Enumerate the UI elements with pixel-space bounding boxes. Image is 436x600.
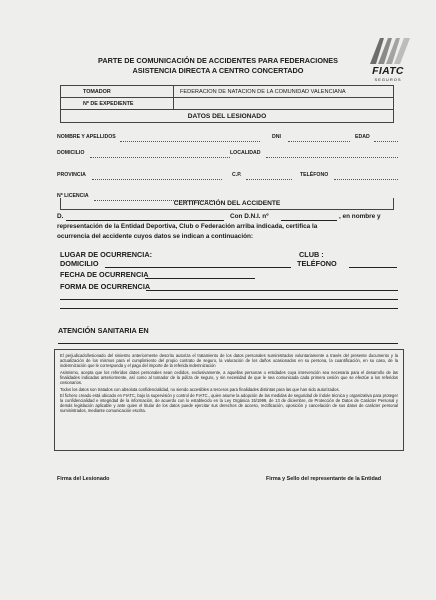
- cp-label: C.P.: [232, 172, 242, 178]
- licencia-label: Nº LICENCIA: [57, 193, 89, 199]
- lesionado-heading: DATOS DEL LESIONADO: [187, 113, 267, 120]
- edad-label: EDAD: [355, 134, 370, 140]
- legal-p3: Todos los datos son tratados con absoluta confidencialidad, no siendo accesibles a terceros para finalidades distintas para las que han sido autorizados.: [60, 386, 340, 392]
- form-title-line2: ASISTENCIA DIRECTA A CENTRO CONCERTADO: [132, 66, 304, 75]
- cert-domicilio-field[interactable]: [105, 267, 291, 268]
- logo-sub: SEGUROS: [374, 77, 402, 82]
- cert-line3: ocurrencia del accidente cuyos datos se indican a continuación:: [57, 233, 254, 240]
- cert-name-field[interactable]: [66, 220, 224, 221]
- expediente-label: Nº DE EXPEDIENTE: [83, 101, 134, 107]
- forma-field-line2[interactable]: [60, 299, 398, 300]
- cert-line2: representación de la Entidad Deportiva, Club o Federación arriba indicada, certifica la: [57, 223, 318, 230]
- provincia-field[interactable]: [92, 179, 222, 180]
- legal-text: [60, 353, 398, 415]
- certificacion-heading: CERTIFICACIÓN DEL ACCIDENTE: [173, 200, 281, 207]
- edad-field[interactable]: [374, 141, 398, 142]
- cert-dni-field[interactable]: [281, 220, 337, 221]
- nombre-field[interactable]: [120, 141, 260, 142]
- forma-label: FORMA DE OCURRENCIA: [60, 282, 151, 291]
- firma-entidad-label: Firma y Sello del representante de la Entidad: [266, 476, 382, 482]
- atencion-field[interactable]: [58, 343, 398, 344]
- domicilio-field[interactable]: [90, 157, 230, 158]
- cert-dni-label: Con D.N.I. nº: [230, 213, 269, 220]
- dni-label: DNI: [272, 134, 281, 140]
- cert-nombre-label: , en nombre y: [339, 213, 381, 220]
- legal-p2: Asimismo, acepta que los referidos datos personales sean cedidos, exclusivamente, a aquellas personas o entidades cuya intervención sea necesaria para el desarrollo de las finalidades indicadas anteriormente, así como al tomador de la póliza de seguro, y sin necesidad de que le sea comunicada cada primera cesión que se efectúe a los referidos cesionarios.: [60, 369, 398, 385]
- fecha-label: FECHA DE OCURRENCIA: [60, 270, 149, 279]
- provincia-label: PROVINCIA: [57, 172, 86, 178]
- cp-field[interactable]: [246, 179, 292, 180]
- forma-field[interactable]: [146, 290, 398, 291]
- cert-domicilio-label: DOMICILIO: [60, 259, 99, 268]
- firma-lesionado-label: Firma del Lesionado: [57, 476, 110, 482]
- telefono-label: TELÉFONO: [300, 172, 329, 178]
- form-title-line1: PARTE DE COMUNICACIÓN DE ACCIDENTES PARA FEDERACIONES: [98, 56, 338, 65]
- telefono-field[interactable]: [334, 179, 398, 180]
- atencion-label: ATENCIÓN SANITARIA EN: [58, 326, 149, 335]
- lugar-label: LUGAR DE OCURRENCIA:: [60, 250, 153, 259]
- legal-p4: El fichero creado está ubicado en FIATC, bajo la supervisión y control de FIATC., quien asume la adopción de las medidas de seguridad de índole técnica y organizativa para proteger la confidencialidad e integridad de la información, de acuerdo con lo establecido en la Ley Orgánica 15/1999, de 13 de diciembre, de Protección de Datos de Carácter Personal y demás legislación aplicable y ante quien el titular de los datos puede ejercitar sus derechos de acceso, rectificación, oposición y cancelación de sus datos de carácter personal suministrados, mediante comunicación escrita.: [60, 393, 398, 414]
- fecha-field[interactable]: [145, 278, 255, 279]
- tomador-value: FEDERACION DE NATACION DE LA COMUNIDAD VALENCIANA: [180, 89, 346, 95]
- localidad-field[interactable]: [266, 157, 398, 158]
- cert-telefono-label: TELÉFONO: [297, 259, 337, 268]
- forma-field-line3[interactable]: [60, 308, 398, 309]
- nombre-label: NOMBRE Y APELLIDOS: [57, 134, 116, 140]
- legal-p1: El perjudicado/lesionado del siniestro anteriormente descrito autoriza el tratamiento de los datos personales suministrados voluntariamente a través del presente documento y la actualización de los mismos para el cumplimiento del propio contrato de seguro, la valoración de los daños ocasionados en su persona, la cuantificación, en su caso, de la indemnización que le corresponda y el pago del importe de la referida indemnización: [60, 353, 398, 369]
- logo-name: FIATC: [372, 65, 404, 77]
- domicilio-label: DOMICILIO: [57, 150, 85, 156]
- club-label: CLUB :: [299, 250, 324, 259]
- cert-d-label: D.: [57, 213, 64, 220]
- localidad-label: LOCALIDAD: [230, 150, 261, 156]
- tomador-label: TOMADOR: [83, 89, 111, 95]
- dni-field[interactable]: [288, 141, 350, 142]
- fiatc-logo: [366, 32, 412, 66]
- cert-telefono-field[interactable]: [349, 267, 397, 268]
